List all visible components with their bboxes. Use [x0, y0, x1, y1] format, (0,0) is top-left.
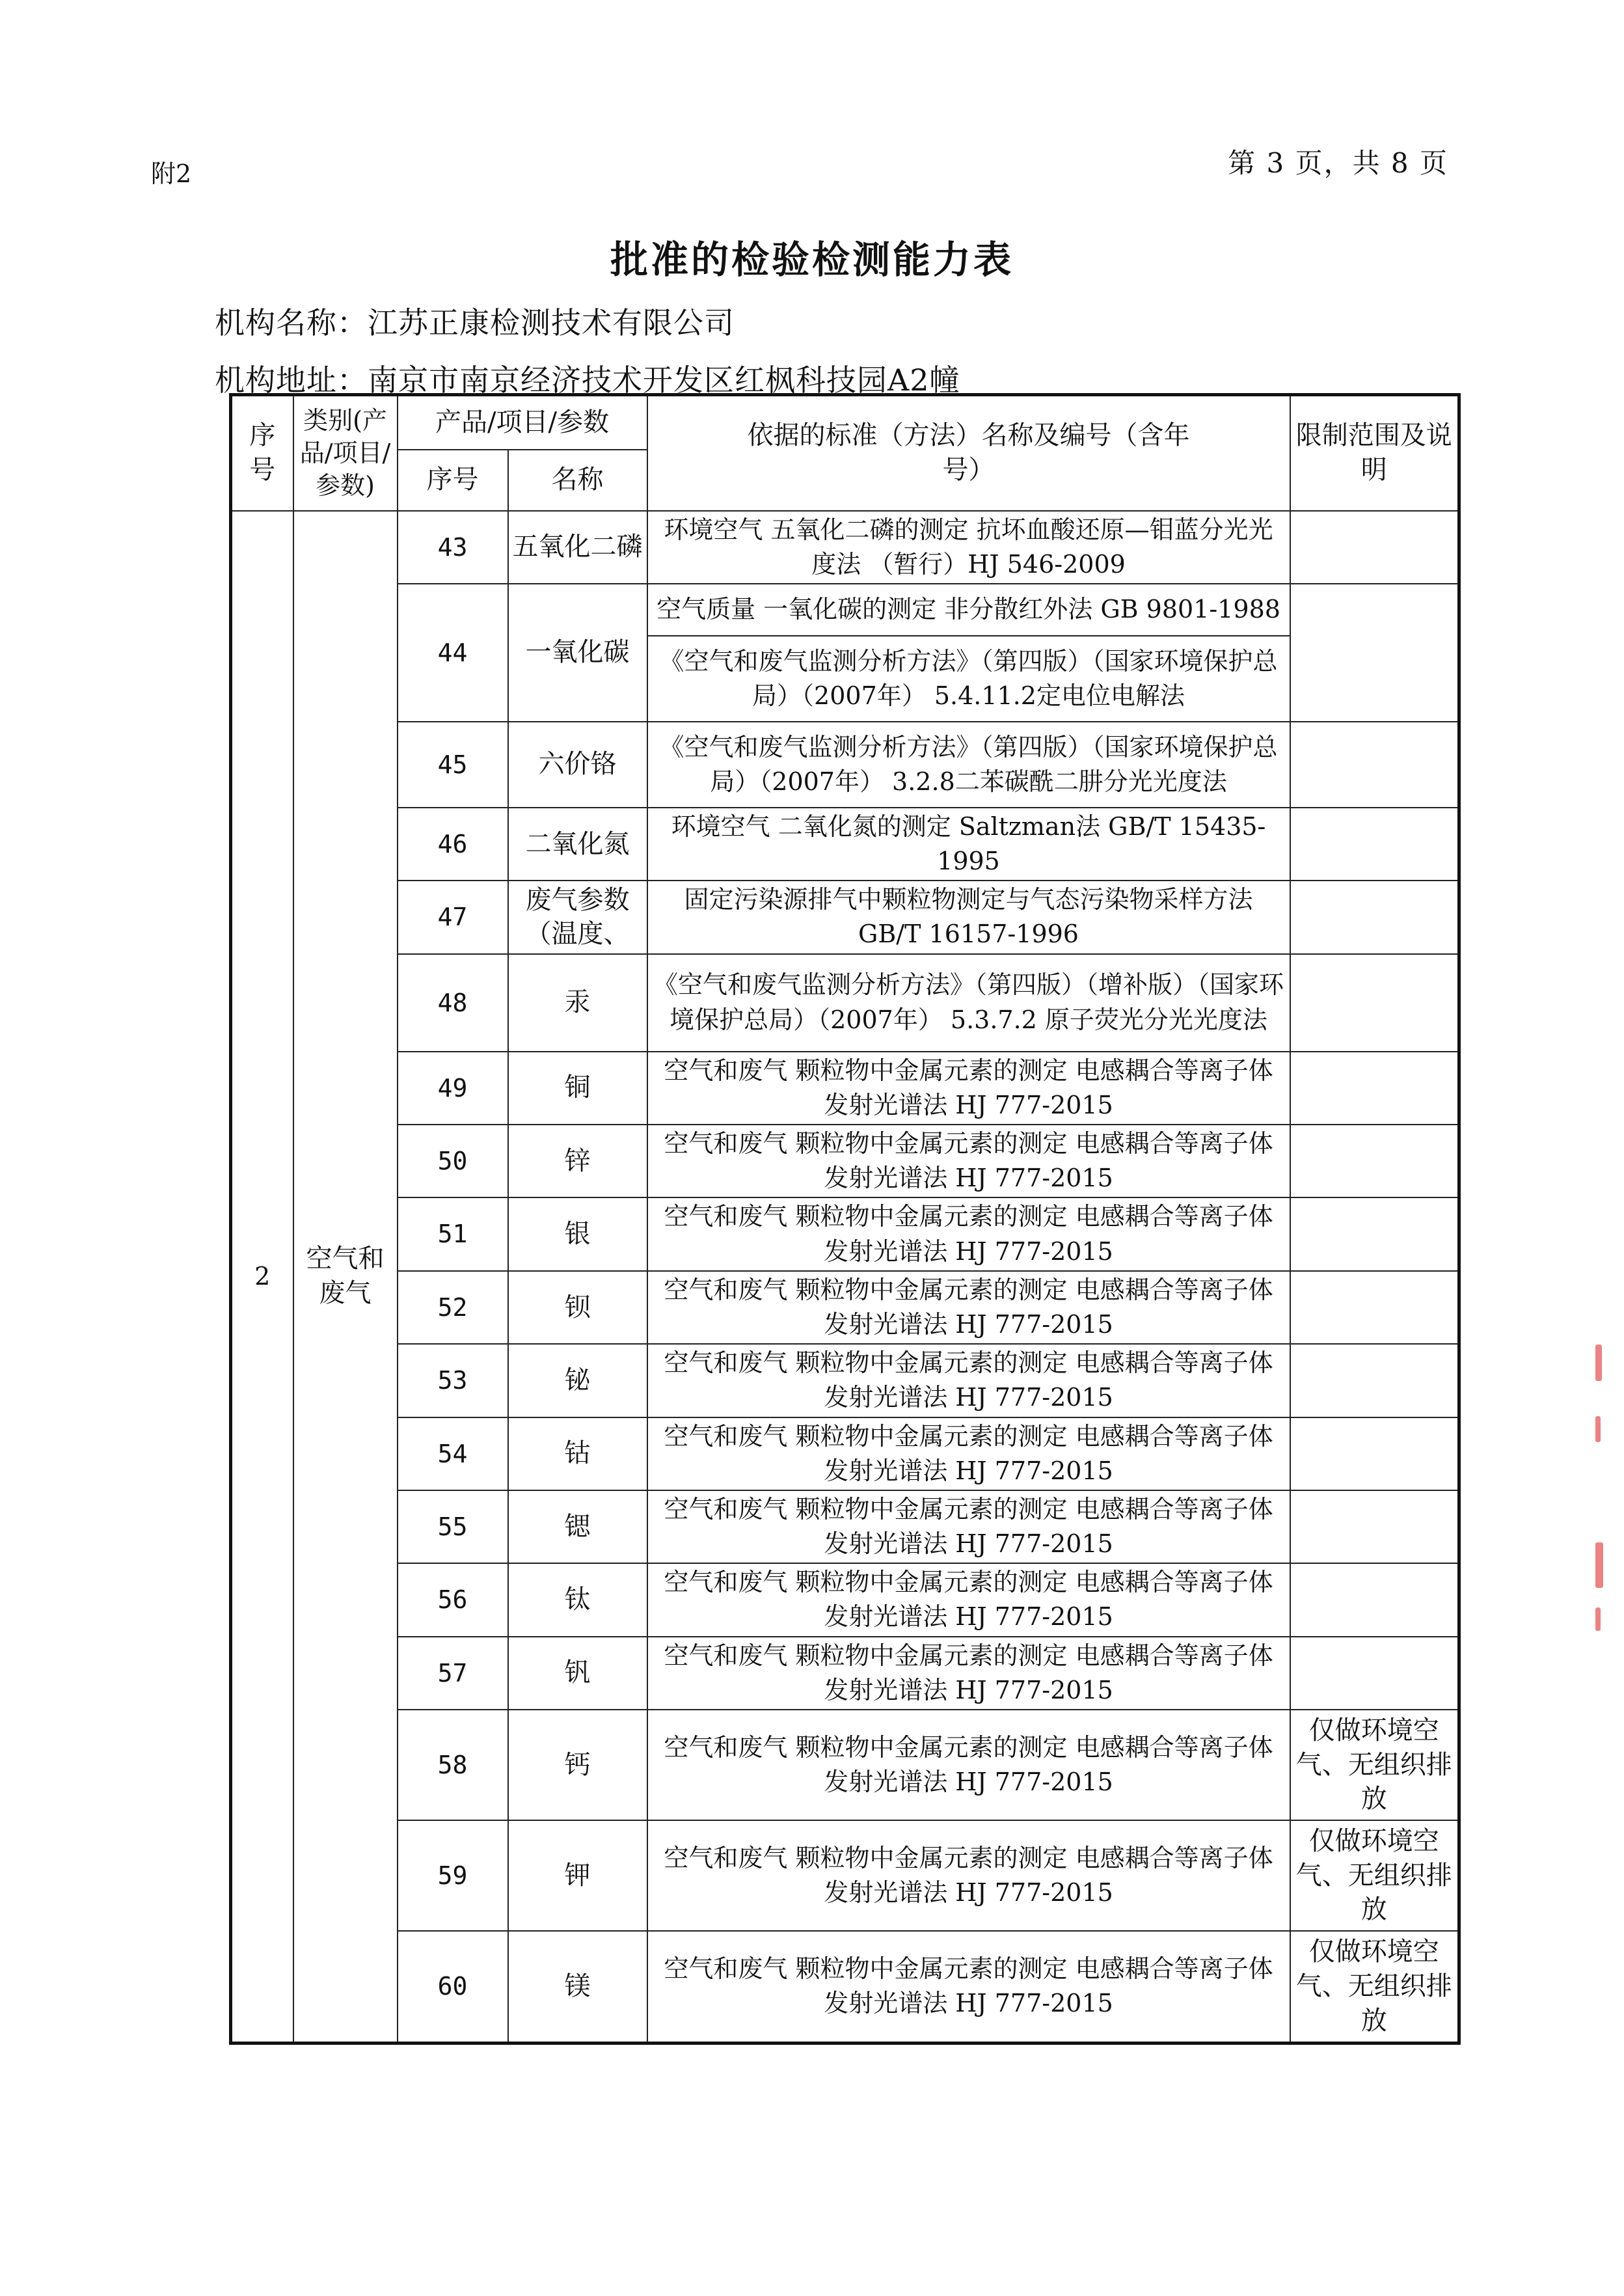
header-standard: 依据的标准（方法）名称及编号（含年号）	[647, 395, 1290, 511]
item-number: 47	[398, 881, 508, 953]
item-number: 44	[398, 584, 508, 722]
header-seq: 序号	[231, 395, 293, 511]
header-sub-seq: 序号	[398, 450, 508, 511]
group-seq: 2	[231, 511, 293, 2043]
header-limit: 限制范围及说明	[1290, 395, 1459, 511]
standard-cell: 空气和废气 颗粒物中金属元素的测定 电感耦合等离子体发射光谱法 HJ 777-2015	[647, 1820, 1290, 1931]
table-row	[231, 511, 1459, 584]
standard-cell: 空气和废气 颗粒物中金属元素的测定 电感耦合等离子体发射光谱法 HJ 777-2015	[647, 1125, 1290, 1197]
item-name: 钡	[508, 1271, 647, 1344]
item-name: 钴	[508, 1417, 647, 1490]
item-name: 钙	[508, 1710, 647, 1820]
item-number: 59	[398, 1820, 508, 1931]
attachment-label: 附2	[151, 159, 192, 188]
table-row	[231, 1052, 1459, 1125]
item-number: 54	[398, 1417, 508, 1490]
item-name: 五氧化二磷	[508, 511, 647, 584]
limit-cell	[1290, 722, 1459, 808]
header-category: 类别(产品/项目/参数)	[293, 395, 398, 511]
standard-cell: 空气质量 一氧化碳的测定 非分散红外法 GB 9801-1988	[647, 584, 1290, 636]
item-number: 52	[398, 1271, 508, 1344]
table-row	[231, 881, 1459, 953]
item-number: 51	[398, 1197, 508, 1270]
header-product-group: 产品/项目/参数	[398, 395, 647, 450]
table-row	[231, 1710, 1459, 1820]
limit-cell	[1290, 1271, 1459, 1344]
standard-cell: 环境空气 二氧化氮的测定 Saltzman法 GB/T 15435-1995	[647, 808, 1290, 881]
standard-cell: 空气和废气 颗粒物中金属元素的测定 电感耦合等离子体发射光谱法 HJ 777-2015	[647, 1344, 1290, 1417]
stamp-mark	[1595, 1345, 1602, 1381]
limit-cell	[1290, 954, 1459, 1052]
item-number: 46	[398, 808, 508, 881]
table-row	[231, 1271, 1459, 1344]
standard-cell: 空气和废气 颗粒物中金属元素的测定 电感耦合等离子体发射光谱法 HJ 777-2015	[647, 1710, 1290, 1820]
item-name: 钒	[508, 1637, 647, 1710]
item-number: 56	[398, 1563, 508, 1636]
table-row	[231, 584, 1459, 636]
item-name: 锌	[508, 1125, 647, 1197]
table-row	[231, 1820, 1459, 1931]
document-title: 批准的检验检测能力表	[610, 238, 1014, 282]
stamp-mark	[1595, 1416, 1601, 1442]
table-body	[231, 511, 1459, 2043]
item-number: 49	[398, 1052, 508, 1125]
item-name: 铜	[508, 1052, 647, 1125]
standard-cell: 《空气和废气监测分析方法》（第四版）（国家环境保护总局）（2007年） 3.2.8二苯碳酰二肼分光光度法	[647, 722, 1290, 808]
limit-cell	[1290, 584, 1459, 722]
stamp-mark	[1595, 1542, 1603, 1588]
item-number: 58	[398, 1710, 508, 1820]
table-row	[231, 722, 1459, 808]
item-number: 43	[398, 511, 508, 584]
item-number: 57	[398, 1637, 508, 1710]
item-name: 废气参数（温度、	[508, 881, 647, 953]
standard-cell: 空气和废气 颗粒物中金属元素的测定 电感耦合等离子体发射光谱法 HJ 777-2015	[647, 1052, 1290, 1125]
header-sub-name: 名称	[508, 450, 647, 511]
stamp-mark	[1595, 1607, 1601, 1631]
standard-cell: 空气和废气 颗粒物中金属元素的测定 电感耦合等离子体发射光谱法 HJ 777-2015	[647, 1197, 1290, 1270]
standard-cell: 环境空气 五氧化二磷的测定 抗坏血酸还原—钼蓝分光光度法 （暂行）HJ 546-2009	[647, 511, 1290, 584]
item-name: 二氧化氮	[508, 808, 647, 881]
item-name: 汞	[508, 954, 647, 1052]
group-category: 空气和废气	[293, 511, 398, 2043]
item-number: 60	[398, 1931, 508, 2043]
limit-cell	[1290, 1125, 1459, 1197]
standard-cell: 《空气和废气监测分析方法》（第四版）（国家环境保护总局）（2007年） 5.4.11.2定电位电解法	[647, 636, 1290, 722]
item-name: 六价铬	[508, 722, 647, 808]
item-number: 50	[398, 1125, 508, 1197]
limit-cell	[1290, 511, 1459, 584]
table-row	[231, 1563, 1459, 1636]
standard-cell: 《空气和废气监测分析方法》（第四版）（增补版）（国家环境保护总局）（2007年） 5.3.7.2 原子荧光分光光度法	[647, 954, 1290, 1052]
table-row	[231, 1125, 1459, 1197]
item-name: 钾	[508, 1820, 647, 1931]
limit-cell	[1290, 1490, 1459, 1563]
item-number: 45	[398, 722, 508, 808]
item-name: 一氧化碳	[508, 584, 647, 722]
limit-cell	[1290, 1344, 1459, 1417]
standard-cell: 空气和废气 颗粒物中金属元素的测定 电感耦合等离子体发射光谱法 HJ 777-2015	[647, 1563, 1290, 1636]
standard-cell: 空气和废气 颗粒物中金属元素的测定 电感耦合等离子体发射光谱法 HJ 777-2015	[647, 1637, 1290, 1710]
table-row	[231, 1490, 1459, 1563]
limit-cell: 仅做环境空气、无组织排放	[1290, 1820, 1459, 1931]
limit-cell	[1290, 1052, 1459, 1125]
item-name: 锶	[508, 1490, 647, 1563]
table-row	[231, 1344, 1459, 1417]
standard-cell: 空气和废气 颗粒物中金属元素的测定 电感耦合等离子体发射光谱法 HJ 777-2015	[647, 1417, 1290, 1490]
item-name: 银	[508, 1197, 647, 1270]
table-row	[231, 1417, 1459, 1490]
table-row	[231, 1637, 1459, 1710]
table-row	[231, 1197, 1459, 1270]
limit-cell	[1290, 1563, 1459, 1636]
standard-cell: 固定污染源排气中颗粒物测定与气态污染物采样方法 GB/T 16157-1996	[647, 881, 1290, 953]
limit-cell	[1290, 1637, 1459, 1710]
table-row	[231, 954, 1459, 1052]
item-name: 铋	[508, 1344, 647, 1417]
standard-cell: 空气和废气 颗粒物中金属元素的测定 电感耦合等离子体发射光谱法 HJ 777-2015	[647, 1490, 1290, 1563]
limit-cell	[1290, 808, 1459, 881]
item-number: 55	[398, 1490, 508, 1563]
item-number: 48	[398, 954, 508, 1052]
item-name: 镁	[508, 1931, 647, 2043]
limit-cell	[1290, 1197, 1459, 1270]
table-row	[231, 808, 1459, 881]
table-row	[231, 1931, 1459, 2043]
page-indicator: 第 3 页，共 8 页	[1228, 147, 1448, 179]
limit-cell: 仅做环境空气、无组织排放	[1290, 1931, 1459, 2043]
org-name: 机构名称：江苏正康检测技术有限公司	[215, 305, 735, 340]
org-address: 机构地址：南京市南京经济技术开发区红枫科技园A2幢	[215, 362, 960, 398]
capability-table	[229, 393, 1461, 2045]
item-number: 53	[398, 1344, 508, 1417]
standard-cell: 空气和废气 颗粒物中金属元素的测定 电感耦合等离子体发射光谱法 HJ 777-2015	[647, 1931, 1290, 2043]
limit-cell: 仅做环境空气、无组织排放	[1290, 1710, 1459, 1820]
standard-cell: 空气和废气 颗粒物中金属元素的测定 电感耦合等离子体发射光谱法 HJ 777-2015	[647, 1271, 1290, 1344]
limit-cell	[1290, 1417, 1459, 1490]
item-name: 钛	[508, 1563, 647, 1636]
limit-cell	[1290, 881, 1459, 953]
